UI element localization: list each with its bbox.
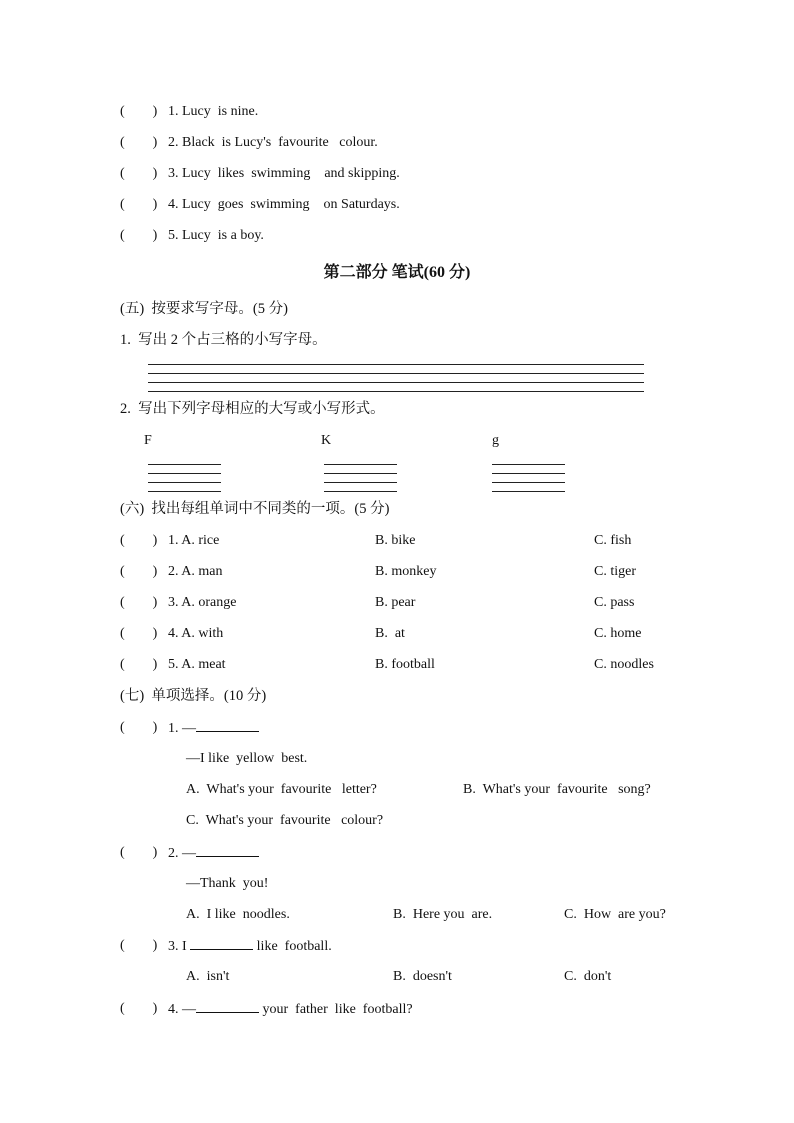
handwriting-lines[interactable]: [148, 364, 644, 394]
question-1: [168, 719, 259, 738]
tf-statement: 4. Lucy goes swimming on Saturdays.: [168, 197, 400, 212]
section-7-title: (七) 单项选择。(10 分): [120, 688, 267, 704]
option-a: 4. A. with: [168, 626, 224, 641]
question-4: [168, 1000, 413, 1019]
answer-paren[interactable]: ( ): [120, 626, 158, 641]
option-b: B. monkey: [375, 564, 437, 579]
answer-paren[interactable]: ( ): [120, 228, 158, 243]
option-a: A. isn't: [186, 969, 230, 984]
answer-paren[interactable]: ( ): [120, 595, 158, 610]
question-number: 3. I: [168, 939, 191, 954]
section-5-question-1: 1. 写出 2 个占三格的小写字母。: [120, 332, 327, 348]
option-b: B. football: [375, 657, 435, 672]
option-b: B. bike: [375, 533, 416, 548]
option-c: C. pass: [594, 595, 635, 610]
option-a: 3. A. orange: [168, 595, 237, 610]
option-b: B. pear: [375, 595, 416, 610]
letter-answer-lines[interactable]: [324, 464, 397, 494]
letter-prompt: F: [144, 433, 152, 448]
option-c: C. tiger: [594, 564, 636, 579]
option-a: 5. A. meat: [168, 657, 226, 672]
option-b: B. Here you are.: [393, 907, 493, 922]
dialogue-reply: —I like yellow best.: [186, 751, 308, 766]
part-two-heading: 第二部分 笔试(60 分): [323, 264, 471, 281]
answer-paren[interactable]: ( ): [120, 104, 158, 119]
answer-paren[interactable]: ( ): [120, 657, 158, 672]
option-a: A. What's your favourite letter?: [186, 782, 377, 797]
section-5-title: (五) 按要求写字母。(5 分): [120, 301, 288, 317]
letter-answer-lines[interactable]: [492, 464, 565, 494]
option-a: A. I like noodles.: [186, 907, 290, 922]
option-c: C. What's your favourite colour?: [186, 813, 384, 828]
letter-prompt: g: [492, 433, 499, 448]
question-text: your father like football?: [259, 1002, 413, 1017]
option-c: C. noodles: [594, 657, 654, 672]
answer-paren[interactable]: ( ): [120, 845, 158, 860]
answer-paren[interactable]: ( ): [120, 720, 158, 735]
answer-blank[interactable]: [196, 844, 259, 857]
answer-blank[interactable]: [190, 937, 253, 950]
tf-statement: 1. Lucy is nine.: [168, 104, 259, 119]
answer-paren[interactable]: ( ): [120, 135, 158, 150]
answer-paren[interactable]: ( ): [120, 938, 158, 953]
letter-answer-lines[interactable]: [148, 464, 221, 494]
question-number: 2. —: [168, 846, 196, 861]
section-6-title: (六) 找出每组单词中不同类的一项。(5 分): [120, 501, 390, 517]
tf-statement: 2. Black is Lucy's favourite colour.: [168, 135, 378, 150]
section-5-question-2: 2. 写出下列字母相应的大写或小写形式。: [120, 401, 385, 417]
answer-paren[interactable]: ( ): [120, 197, 158, 212]
question-text: like football.: [253, 939, 332, 954]
tf-statement: 5. Lucy is a boy.: [168, 228, 264, 243]
option-b: B. doesn't: [393, 969, 452, 984]
option-c: C. home: [594, 626, 642, 641]
option-c: C. don't: [564, 969, 612, 984]
option-c: C. fish: [594, 533, 632, 548]
answer-paren[interactable]: ( ): [120, 166, 158, 181]
answer-paren[interactable]: ( ): [120, 533, 158, 548]
option-b: B. What's your favourite song?: [463, 782, 651, 797]
answer-blank[interactable]: [196, 719, 259, 732]
question-number: 1. —: [168, 721, 196, 736]
question-number: 4. —: [168, 1002, 196, 1017]
option-b: B. at: [375, 626, 405, 641]
answer-paren[interactable]: ( ): [120, 1001, 158, 1016]
question-2: [168, 844, 259, 863]
question-3: [168, 937, 332, 956]
option-a: 2. A. man: [168, 564, 223, 579]
option-c: C. How are you?: [564, 907, 666, 922]
answer-blank[interactable]: [196, 1000, 259, 1013]
tf-statement: 3. Lucy likes swimming and skipping.: [168, 166, 400, 181]
letter-prompt: K: [321, 433, 332, 448]
answer-paren[interactable]: ( ): [120, 564, 158, 579]
dialogue-reply: —Thank you!: [186, 876, 269, 891]
option-a: 1. A. rice: [168, 533, 220, 548]
